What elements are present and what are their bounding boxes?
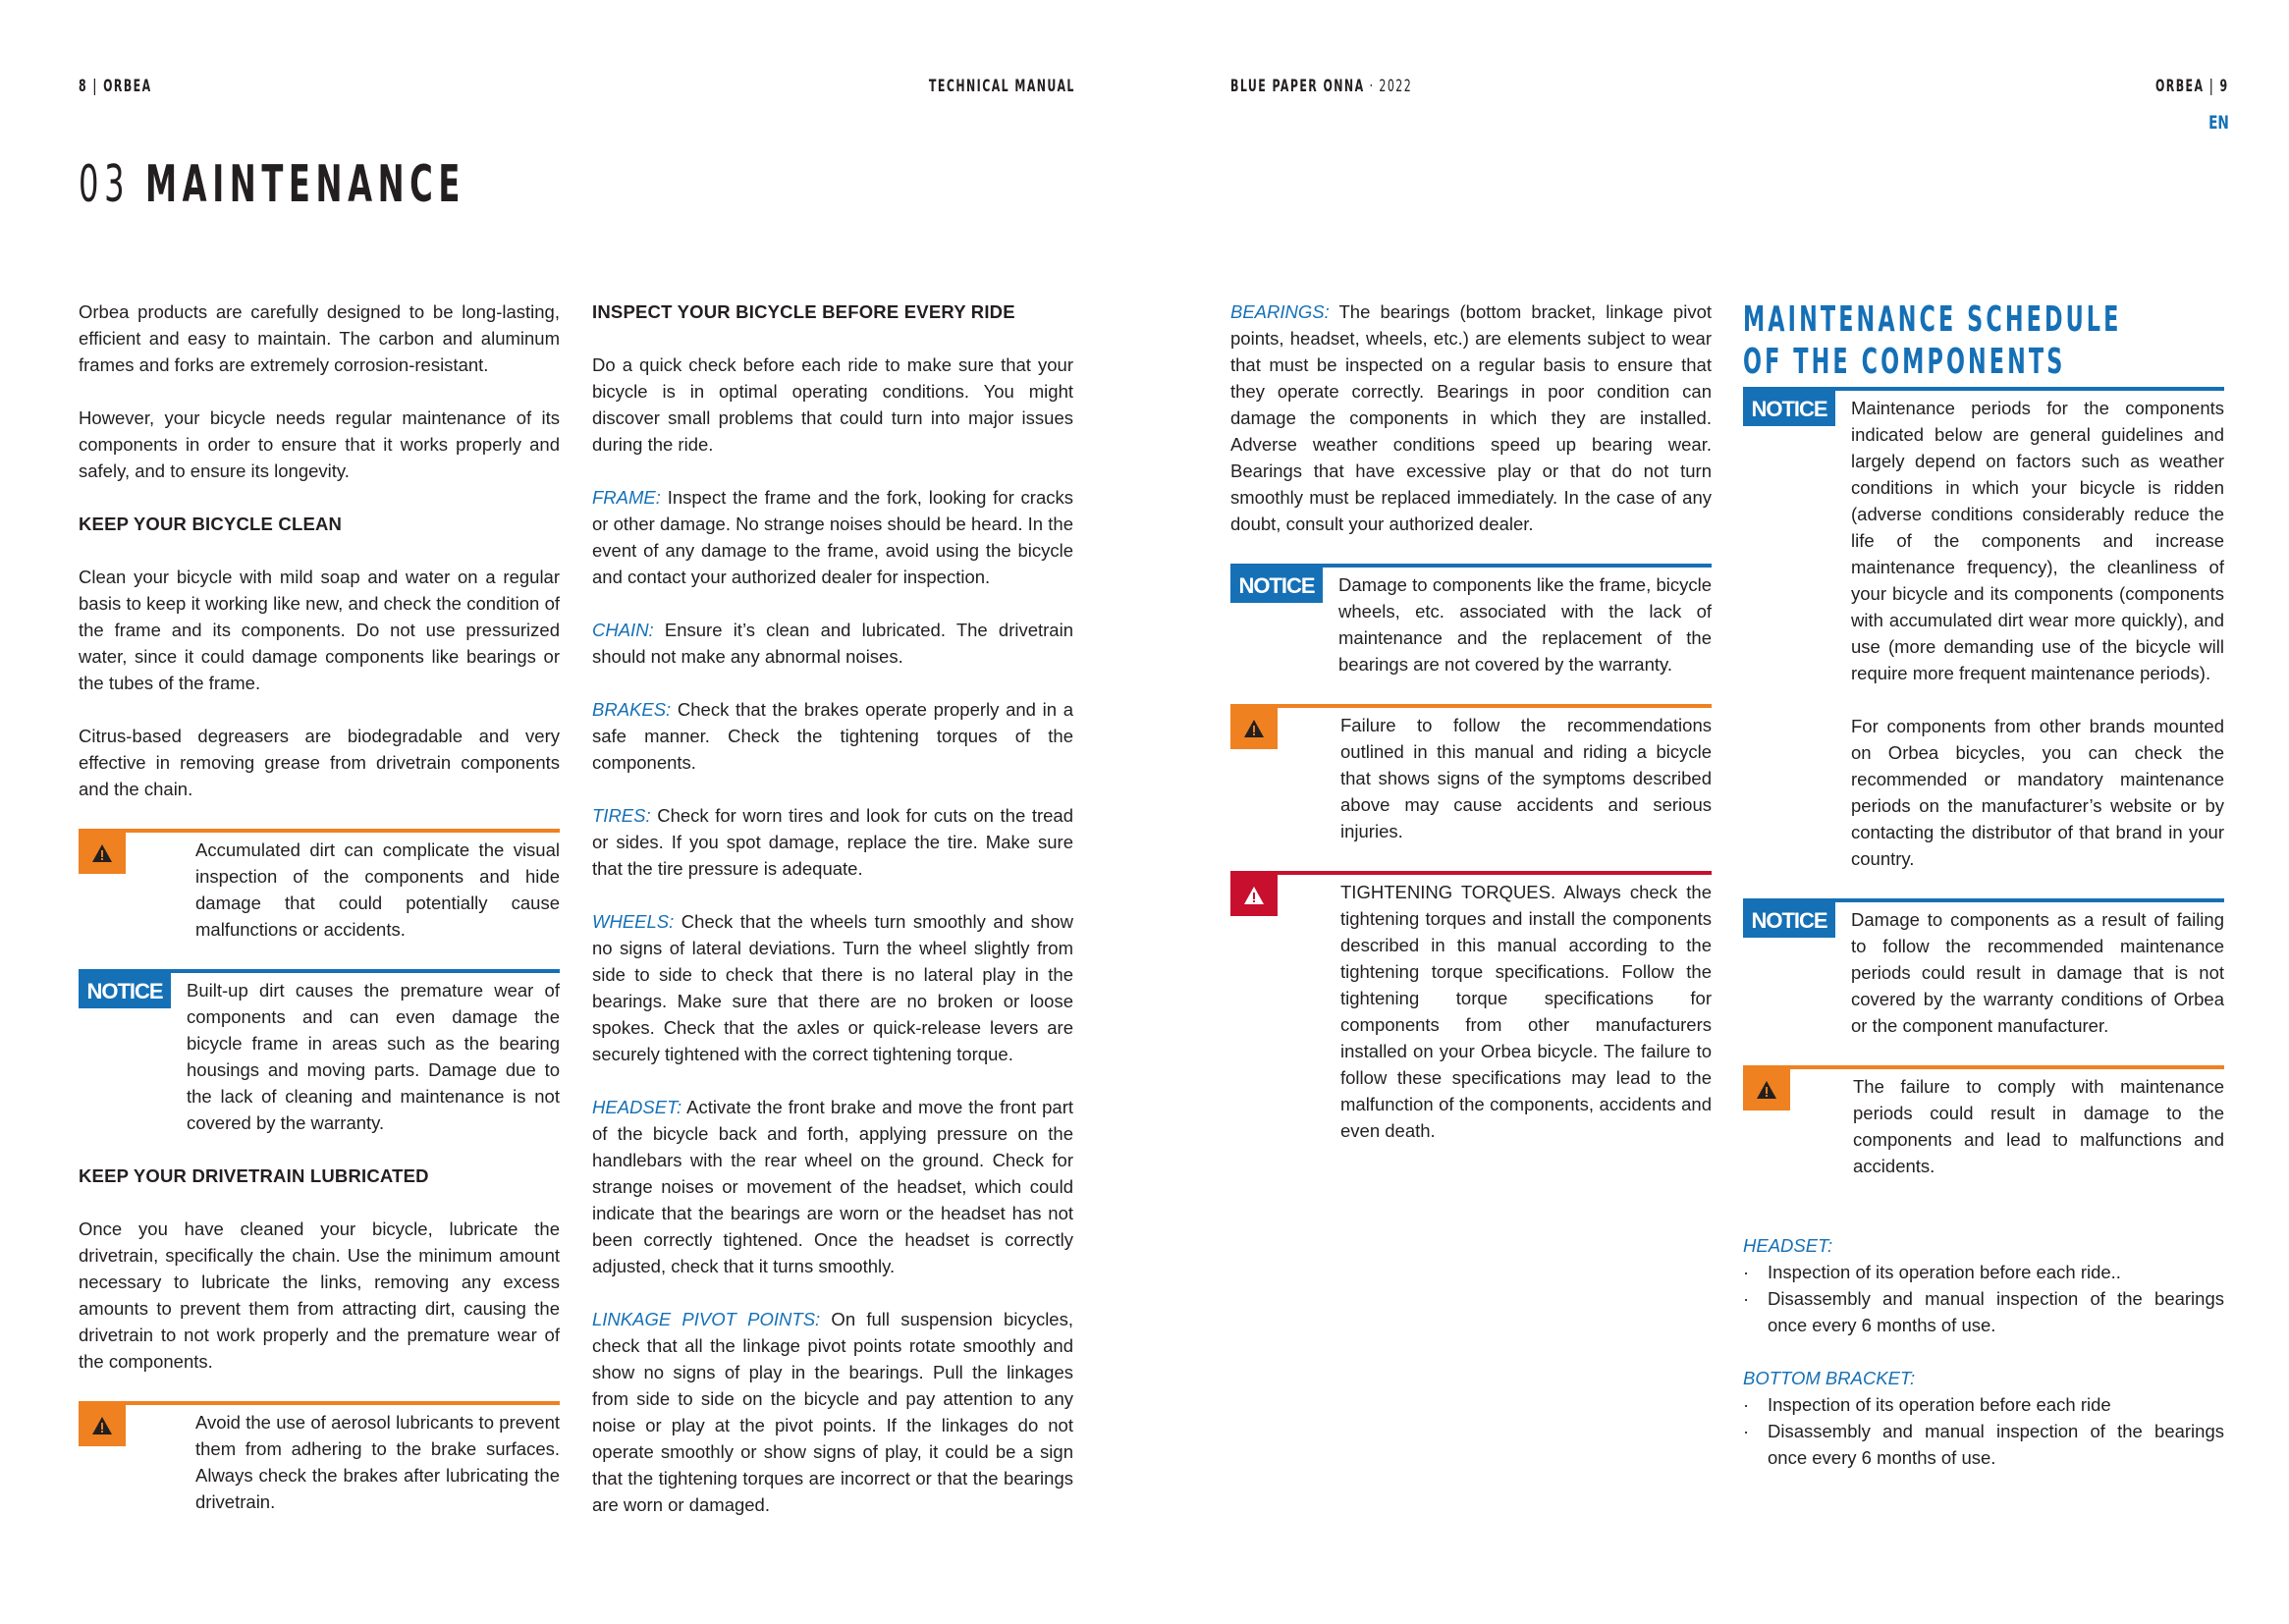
running-title-bold: BLUE PAPER ONNA [1230, 77, 1365, 96]
warning-text: Failure to follow the recommendations outlined in this manual and riding a bicycle that shows signs of the symptoms described above may cause accidents and serious injuries. [1340, 715, 1712, 841]
danger-box [1230, 871, 1712, 1144]
schedule-list [1743, 1391, 2224, 1471]
section-heading-lubricated: KEEP YOUR DRIVETRAIN LUBRICATED [79, 1165, 429, 1186]
notice-box [1743, 898, 2224, 1039]
warning-rule [79, 829, 560, 833]
warning-text: Avoid the use of aerosol lubricants to prevent them from adhering to the brake surfaces. Always check the brakes after lubricating the drivetrain. [195, 1412, 560, 1512]
item-text: The bearings (bottom bracket, linkage pivot points, headset, wheels, etc.) are elements subject to wear that must be inspected on a regular basis to ensure that they operate correctly. Bearings in poor condition can damage the components in which they are installed. Adverse weather conditions speed up bearing wear. Bearings that have excessive play or that do not turn smoothly must be replaced immediately. In the case of any doubt, consult your authorized dealer. [1230, 301, 1712, 534]
warning-rule [79, 1401, 560, 1405]
item-label: CHAIN: [592, 620, 654, 640]
chapter-number: 03 [79, 155, 131, 214]
inspect-item-chain [592, 617, 1073, 670]
notice-badge: NOTICE [1230, 568, 1323, 603]
spacer [1743, 686, 2224, 713]
chapter-name: MAINTENANCE [145, 155, 466, 214]
item-label: HEADSET: [592, 1097, 682, 1117]
item-text: On full suspension bicycles, check that all the linkage pivot points rotate smoothly and show no signs of play in the bearings. Pull the linkages from side to side on the bicycle and pay attention to any noise or play at the pivot points. If the linkages do not operate smoothly or show signs of play, it could be a sign that the tightening torques are incorrect or that the bearings are worn or damaged. [592, 1309, 1073, 1515]
notice-box [1743, 387, 2224, 872]
column-3 [1230, 298, 1712, 1170]
item-label: FRAME: [592, 487, 661, 508]
item-text: Ensure it’s clean and lubricated. The drivetrain should not make any abnormal noises. [592, 620, 1073, 667]
lubricate-paragraph: Once you have cleaned your bicycle, lubricate the drivetrain, specifically the chain. Use the minimum amount necessary to lubricate the links, removing any excess amounts to prevent them from attracting dirt, causing the drivetrain to not work properly and the premature wear of the components. [79, 1218, 560, 1372]
warning-icon [79, 1405, 126, 1446]
language-tag: EN [2208, 112, 2229, 134]
left-page-number-header: 8 | ORBEA [79, 77, 152, 96]
section-heading-clean: KEEP YOUR BICYCLE CLEAN [79, 514, 343, 534]
inspect-item-frame [592, 484, 1073, 590]
item-text: Activate the front brake and move the front part of the bicycle back and forth, applying pressure on the handlebars with the rear wheel on the ground. Check for strange noises or movement of the headset, which could indicate that the bearings are worn or the headset has not been correctly tightened. Once the headset is correctly adjusted, check that it turns smoothly. [592, 1097, 1073, 1276]
notice-badge: NOTICE [1743, 391, 1835, 426]
notice-badge: NOTICE [79, 973, 171, 1008]
notice-text: Maintenance periods for the components indicated below are general guidelines and largely depend on factors such as weather conditions in which your bicycle is ridden (adverse conditions considerably reduce the life of the components and increase maintenance frequency), the cleanliness of your bicycle and its components (components with accumulated dirt wear more quickly), and use (more demanding use of the bicycle will require more frequent maintenance periods). [1851, 398, 2224, 683]
schedule-bottom-bracket [1743, 1365, 2224, 1471]
item-text: Check for worn tires and look for cuts on the tread or sides. If you spot damage, replace the tire. Make sure that the tire pressure is adequate. [592, 805, 1073, 879]
column-2 [592, 298, 1073, 1544]
schedule-item [1743, 1418, 2224, 1471]
item-label: BRAKES: [592, 699, 672, 720]
item-label: LINKAGE PIVOT POINTS: [592, 1309, 821, 1329]
clean-paragraph: Clean your bicycle with mild soap and water on a regular basis to keep it working like new, and check the condition of the frame and its components. Do not use pressurized water, since it could damage components like bearings or the tubes of the frame. [79, 567, 560, 693]
column-1 [79, 298, 560, 1542]
inspect-item-tires [592, 802, 1073, 882]
schedule-item-text: Inspection of its operation before each ride [1768, 1394, 2111, 1415]
left-running-title: TECHNICAL MANUAL [929, 77, 1075, 96]
warning-box [1743, 1065, 2224, 1179]
schedule-label: BOTTOM BRACKET: [1743, 1368, 1916, 1388]
inspect-item-wheels [592, 908, 1073, 1067]
bullet-icon: · [1743, 1394, 1750, 1415]
schedule-title-line-2: OF THE COMPONENTS [1743, 342, 2066, 382]
section-heading-inspect: INSPECT YOUR BICYCLE BEFORE EVERY RIDE [592, 301, 1015, 322]
warning-icon [1230, 708, 1278, 749]
danger-rule [1230, 871, 1712, 875]
intro-paragraph-2: However, your bicycle needs regular maintenance of its components in order to ensure that it works properly and safely, and to ensure its longevity. [79, 407, 560, 481]
notice-box [1230, 564, 1712, 677]
schedule-title-line-1: MAINTENANCE SCHEDULE [1743, 299, 2122, 340]
warning-box [1230, 704, 1712, 844]
item-label: BEARINGS: [1230, 301, 1330, 322]
notice-text: Built-up dirt causes the premature wear of components and can even damage the bicycle frame in areas such as the bearing housings and moving parts. Damage due to the lack of cleaning and maintenance is not covered by the warranty. [187, 980, 560, 1133]
inspect-paragraph: Do a quick check before each ride to make sure that your bicycle is in optimal operating conditions. You might discover small problems that could turn into major issues during the ride. [592, 354, 1073, 455]
danger-icon [1230, 875, 1278, 916]
schedule-item [1743, 1285, 2224, 1338]
notice-text: Damage to components as a result of failing to follow the recommended maintenance periods could result in damage that is not covered by the warranty conditions of Orbea or the component manufacturer. [1851, 909, 2224, 1036]
warning-rule [1230, 704, 1712, 708]
schedule-label: HEADSET: [1743, 1235, 1833, 1256]
bullet-icon: · [1743, 1288, 1750, 1309]
item-text: Inspect the frame and the fork, looking for cracks or other damage. No strange noises should be heard. In the event of any damage to the frame, avoid using the bicycle and contact your authorized dealer for inspection. [592, 487, 1073, 587]
schedule-item [1743, 1391, 2224, 1418]
warning-rule [1743, 1065, 2224, 1069]
schedule-headset [1743, 1232, 2224, 1338]
item-label: WHEELS: [592, 911, 675, 932]
right-page-number-header: ORBEA | 9 [2155, 77, 2229, 96]
item-text: Check that the brakes operate properly and in a safe manner. Check the tightening torques of the components. [592, 699, 1073, 773]
warning-text: The failure to comply with maintenance periods could result in damage to the components and lead to malfunctions and accidents. [1853, 1076, 2224, 1176]
warning-box [79, 829, 560, 943]
schedule-item-text: Inspection of its operation before each ride.. [1768, 1262, 2121, 1282]
bullet-icon: · [1743, 1262, 1750, 1282]
warning-icon [79, 833, 126, 874]
warning-text: Accumulated dirt can complicate the visual inspection of the components and hide damage that could potentially cause malfunctions or accidents. [195, 839, 560, 940]
item-label: TIRES: [592, 805, 651, 826]
bullet-icon: · [1743, 1421, 1750, 1441]
schedule-item-text: Disassembly and manual inspection of the bearings once every 6 months of use. [1768, 1288, 2224, 1335]
notice-text: Damage to components like the frame, bicycle wheels, etc. associated with the lack of maintenance and the replacement of the bearings are not covered by the warranty. [1338, 574, 1712, 675]
inspect-item-linkage [592, 1306, 1073, 1518]
degreaser-paragraph: Citrus-based degreasers are biodegradable and very effective in removing grease from drivetrain components and the chain. [79, 726, 560, 799]
intro-paragraph: Orbea products are carefully designed to be long-lasting, efficient and easy to maintain. The carbon and aluminum frames and forks are extremely corrosion-resistant. [79, 301, 560, 375]
inspect-item-brakes [592, 696, 1073, 776]
notice-text-2: For components from other brands mounted on Orbea bicycles, you can check the recommended or mandatory maintenance periods on the manufacturer’s website or by contacting the distributor of that brand in your country. [1851, 716, 2224, 869]
schedule-item-text: Disassembly and manual inspection of the bearings once every 6 months of use. [1768, 1421, 2224, 1468]
danger-text: TIGHTENING TORQUES. Always check the tightening torques and install the components described in this manual according to the tightening torque specifications. Follow the tightening torque specifications for components from other manufacturers installed on your Orbea bicycle. The failure to follow these specifications may lead to the malfunction of the components, accidents and even death. [1340, 882, 1712, 1141]
running-title-year: · 2022 [1364, 77, 1413, 96]
schedule-title [1743, 298, 2122, 393]
warning-box [79, 1401, 560, 1515]
column-4 [1743, 298, 2224, 1497]
notice-badge: NOTICE [1743, 902, 1835, 938]
schedule-list [1743, 1259, 2224, 1338]
right-running-title [1230, 77, 1412, 96]
inspect-item-headset [592, 1094, 1073, 1279]
schedule-item [1743, 1259, 2224, 1285]
notice-box [79, 969, 560, 1136]
bearings-paragraph [1230, 298, 1712, 537]
chapter-title [79, 155, 466, 214]
warning-icon [1743, 1069, 1790, 1110]
item-text: Check that the wheels turn smoothly and show no signs of lateral deviations. Turn the wheel slightly from side to side to check that there is no lateral play in the bearings. Make sure that there are no broken or loose spokes. Check that the axles or quick-release levers are securely tightened with the correct tightening torque. [592, 911, 1073, 1064]
